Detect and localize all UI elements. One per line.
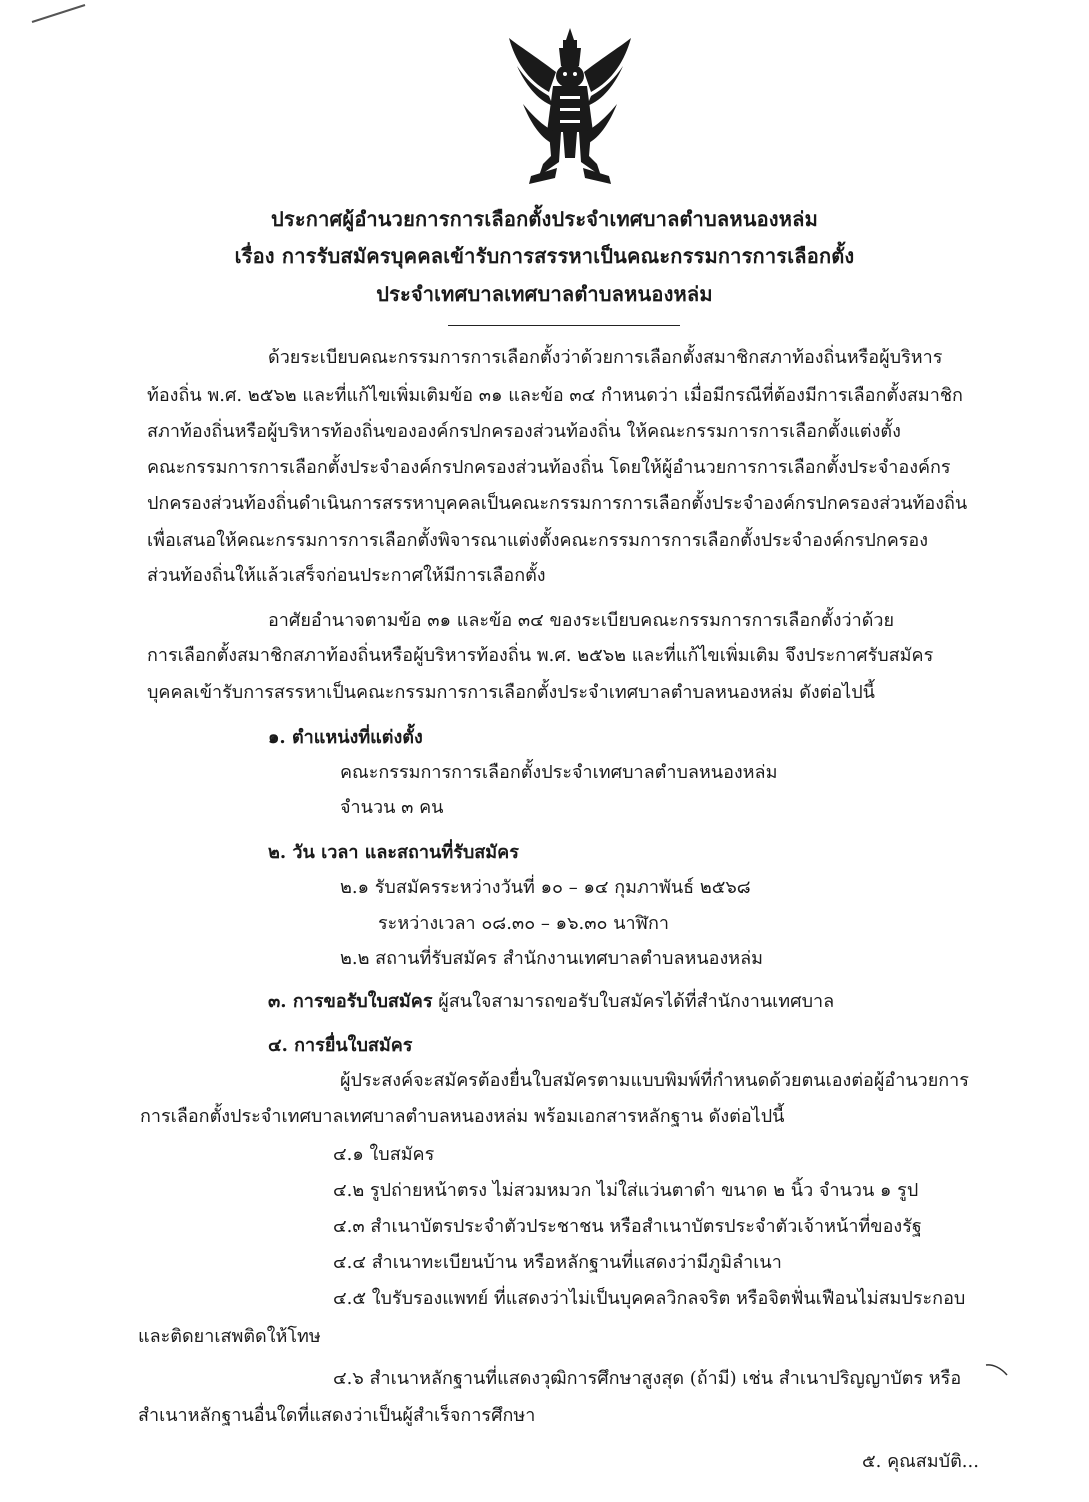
document-list-item-cont: และติดยาเสพติดให้โทษ [138,1326,321,1347]
section-2-item: ๒.๑ รับสมัครระหว่างวันที่ ๑๐ – ๑๔ กุมภาพันธ์ ๒๕๖๘ [340,877,751,898]
paragraph-line: การเลือกตั้งสมาชิกสภาท้องถิ่นหรือผู้บริหารท้องถิ่น พ.ศ. ๒๕๖๒ และที่แก้ไขเพิ่มเติม จึงประกาศรับสมัคร [147,645,934,666]
scan-mark [30,2,90,26]
paragraph-line: ด้วยระเบียบคณะกรรมการการเลือกตั้งว่าด้วยการเลือกตั้งสมาชิกสภาท้องถิ่นหรือผู้บริหาร [268,347,943,368]
section-1-text: คณะกรรมการการเลือกตั้งประจำเทศบาลตำบลหนองหล่ม [340,762,778,783]
paragraph-line: สภาท้องถิ่นหรือผู้บริหารท้องถิ่นขององค์กรปกครองส่วนท้องถิ่น ให้คณะกรรมการการเลือกตั้งแต่งตั้ง [147,421,901,442]
next-page-indicator: ๕. คุณสมบัติ... [862,1451,979,1472]
paragraph-line: บุคคลเข้ารับการสรรหาเป็นคณะกรรมการการเลือกตั้งประจำเทศบาลตำบลหนองหล่ม ดังต่อไปนี้ [147,682,875,703]
document-list-item-cont: สำเนาหลักฐานอื่นใดที่แสดงว่าเป็นผู้สำเร็จการศึกษา [138,1405,536,1426]
document-list-item: ๔.๔ สำเนาทะเบียนบ้าน หรือหลักฐานที่แสดงว่ามีภูมิลำเนา [333,1252,782,1273]
garuda-emblem-icon [505,26,635,186]
document-list-item: ๔.๓ สำเนาบัตรประจำตัวประชาชน หรือสำเนาบัตรประจำตัวเจ้าหน้าที่ของรัฐ [333,1216,922,1237]
section-2-heading: ๒. วัน เวลา และสถานที่รับสมัคร [268,842,519,863]
section-4-intro: ผู้ประสงค์จะสมัครต้องยื่นใบสมัครตามแบบพิมพ์ที่กำหนดด้วยตนเองต่อผู้อำนวยการ [340,1070,969,1091]
announcement-title: ประกาศผู้อำนวยการการเลือกตั้งประจำเทศบาลตำบลหนองหล่ม [271,207,818,231]
announcement-subject-cont: ประจำเทศบาลเทศบาลตำบลหนองหล่ม [376,282,713,306]
section-3 [268,988,834,1016]
section-1-text: จำนวน ๓ คน [340,797,444,818]
section-3-text: ผู้สนใจสามารถขอรับใบสมัครได้ที่สำนักงานเทศบาล [438,991,835,1012]
section-3-heading: ๓. การขอรับใบสมัคร [268,991,433,1012]
paragraph-line: ท้องถิ่น พ.ศ. ๒๕๖๒ และที่แก้ไขเพิ่มเติมข้อ ๓๑ และข้อ ๓๔ กำหนดว่า เมื่อมีกรณีที่ต้องมีการเลือกตั้งสมาชิก [147,385,963,406]
paragraph-line: ส่วนท้องถิ่นให้แล้วเสร็จก่อนประกาศให้มีการเลือกตั้ง [147,565,546,586]
announcement-subject: เรื่อง การรับสมัครบุคคลเข้ารับการสรรหาเป็นคณะกรรมการการเลือกตั้ง [234,244,855,268]
title-divider [448,325,680,326]
paragraph-line: ปกครองส่วนท้องถิ่นดำเนินการสรรหาบุคคลเป็นคณะกรรมการการเลือกตั้งประจำองค์กรปกครองส่วนท้องถิ่น [147,493,968,514]
document-list-item: ๔.๖ สำเนาหลักฐานที่แสดงวุฒิการศึกษาสูงสุด (ถ้ามี) เช่น สำเนาปริญญาบัตร หรือ [333,1368,962,1389]
paragraph-line: เพื่อเสนอให้คณะกรรมการการเลือกตั้งพิจารณาแต่งตั้งคณะกรรมการการเลือกตั้งประจำองค์กรปกครอง [147,530,928,551]
section-2-item: ระหว่างเวลา ๐๘.๓๐ – ๑๖.๓๐ นาฬิกา [378,913,669,934]
paragraph-line: อาศัยอำนาจตามข้อ ๓๑ และข้อ ๓๔ ของระเบียบคณะกรรมการการเลือกตั้งว่าด้วย [268,610,895,631]
pen-mark [985,1362,1009,1378]
document-list-item: ๔.๒ รูปถ่ายหน้าตรง ไม่สวมหมวก ไม่ใส่แว่นตาดำ ขนาด ๒ นิ้ว จำนวน ๑ รูป [333,1180,919,1201]
paragraph-line: คณะกรรมการการเลือกตั้งประจำองค์กรปกครองส่วนท้องถิ่น โดยให้ผู้อำนวยการการเลือกตั้งประจำองค์กร [147,457,951,478]
section-4-heading: ๔. การยื่นใบสมัคร [268,1035,413,1056]
section-4-intro: การเลือกตั้งประจำเทศบาลเทศบาลตำบลหนองหล่ม พร้อมเอกสารหลักฐาน ดังต่อไปนี้ [140,1106,785,1127]
document-list-item: ๔.๑ ใบสมัคร [333,1144,435,1165]
document-list-item: ๔.๕ ใบรับรองแพทย์ ที่แสดงว่าไม่เป็นบุคคลวิกลจริต หรือจิตฟั่นเฟือนไม่สมประกอบ [333,1288,966,1309]
section-2-item: ๒.๒ สถานที่รับสมัคร สำนักงานเทศบาลตำบลหนองหล่ม [340,948,763,969]
section-1-heading: ๑. ตำแหน่งที่แต่งตั้ง [268,727,423,748]
